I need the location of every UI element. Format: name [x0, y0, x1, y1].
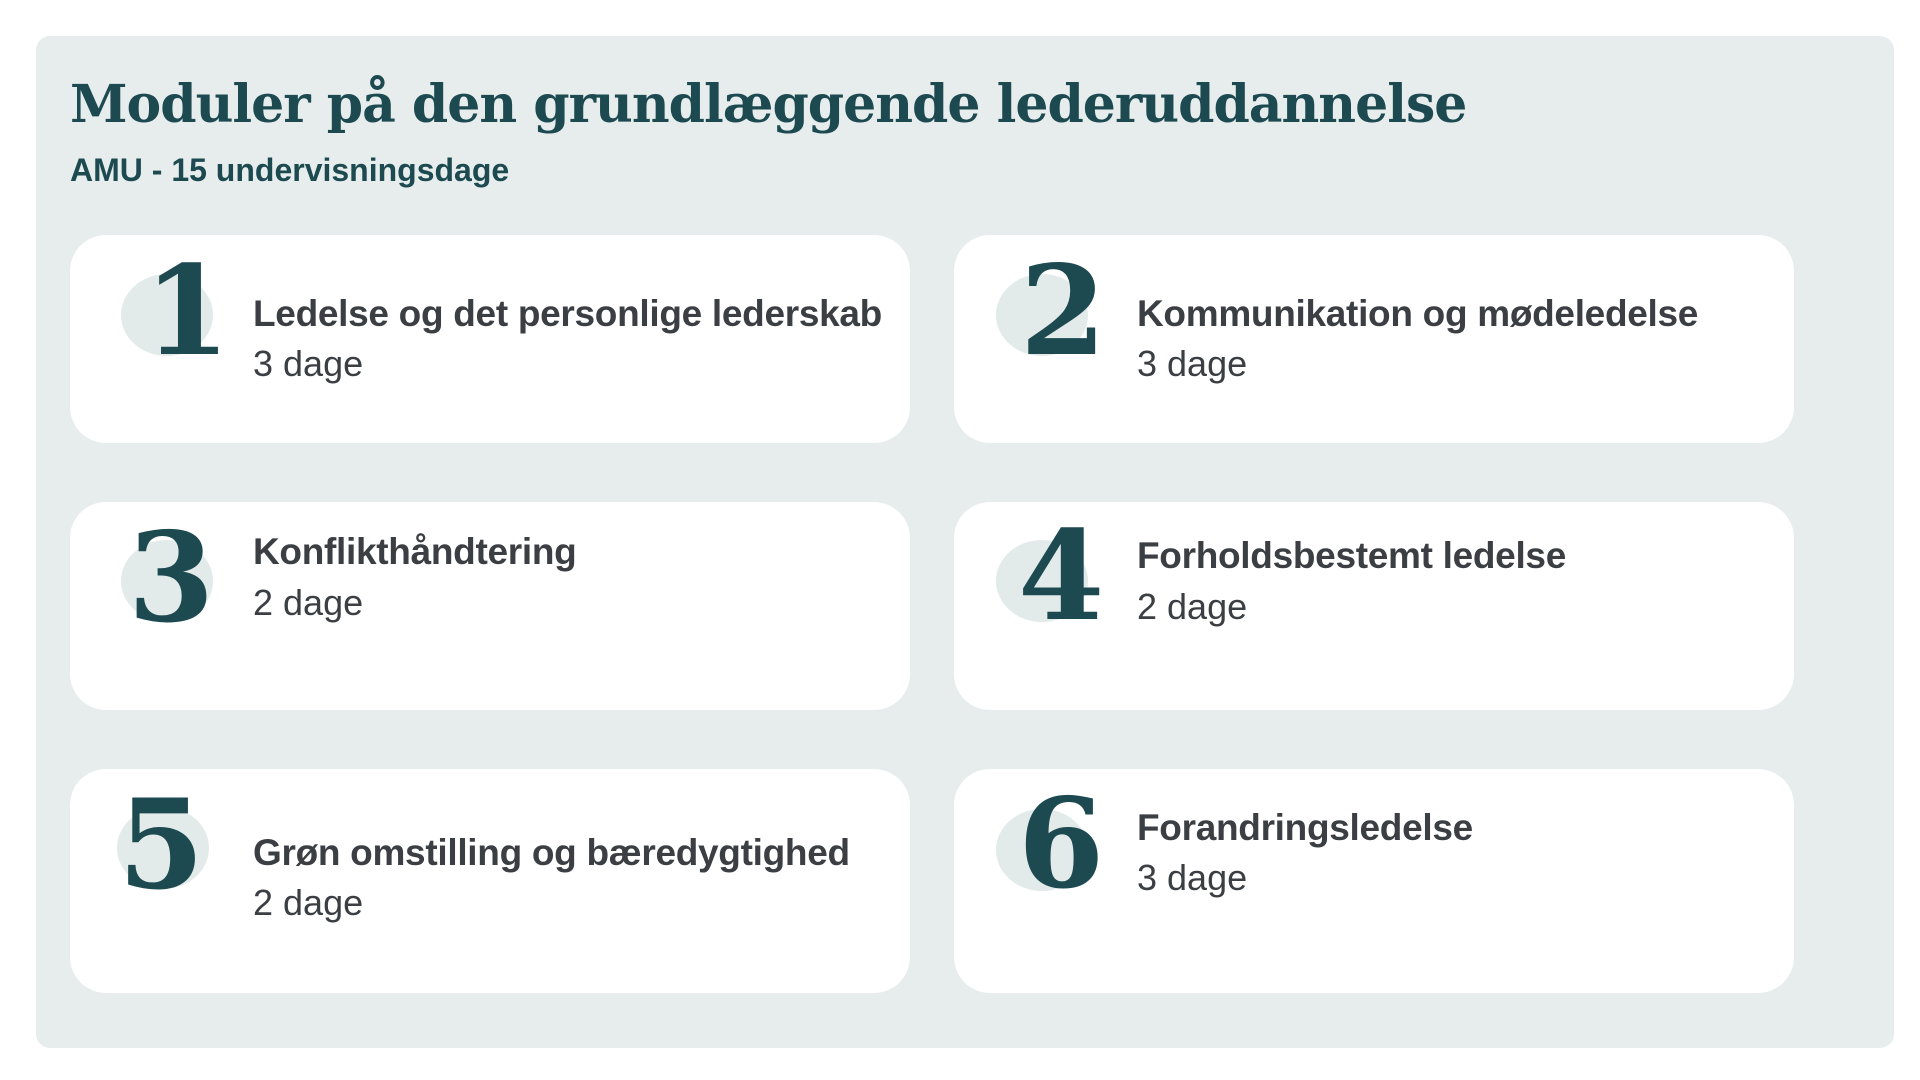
module-duration: 2 dage [253, 582, 364, 623]
module-number: 4 [1018, 504, 1105, 649]
module-duration: 3 dage [1137, 343, 1248, 384]
module-card-2 [954, 235, 1794, 443]
module-number: 1 [144, 239, 231, 384]
module-number: 2 [1020, 239, 1107, 384]
module-title: Forandringsledelse [1137, 807, 1473, 848]
page-subtitle: AMU - 15 undervisningsdage [70, 152, 510, 188]
module-number: 5 [118, 773, 205, 918]
module-duration: 3 dage [253, 343, 364, 384]
page-title: Moduler på den grundlæggende lederuddannelse [70, 74, 1467, 135]
module-title: Grøn omstilling og bæredygtighed [253, 832, 850, 873]
module-title: Kommunikation og mødeledelse [1137, 293, 1699, 334]
module-duration: 2 dage [253, 882, 364, 923]
module-duration: 2 dage [1137, 586, 1248, 627]
module-duration: 3 dage [1137, 857, 1248, 898]
module-card-5 [70, 769, 910, 993]
module-title: Forholdsbestemt ledelse [1137, 535, 1566, 576]
module-title: Konflikthåndtering [253, 531, 577, 572]
module-number: 3 [128, 506, 215, 651]
module-card-1 [70, 235, 910, 443]
module-title: Ledelse og det personlige lederskab [253, 293, 882, 334]
module-card-3 [70, 502, 910, 710]
module-number: 6 [1018, 772, 1105, 917]
module-card-4 [954, 502, 1794, 710]
module-card-6 [954, 769, 1794, 993]
